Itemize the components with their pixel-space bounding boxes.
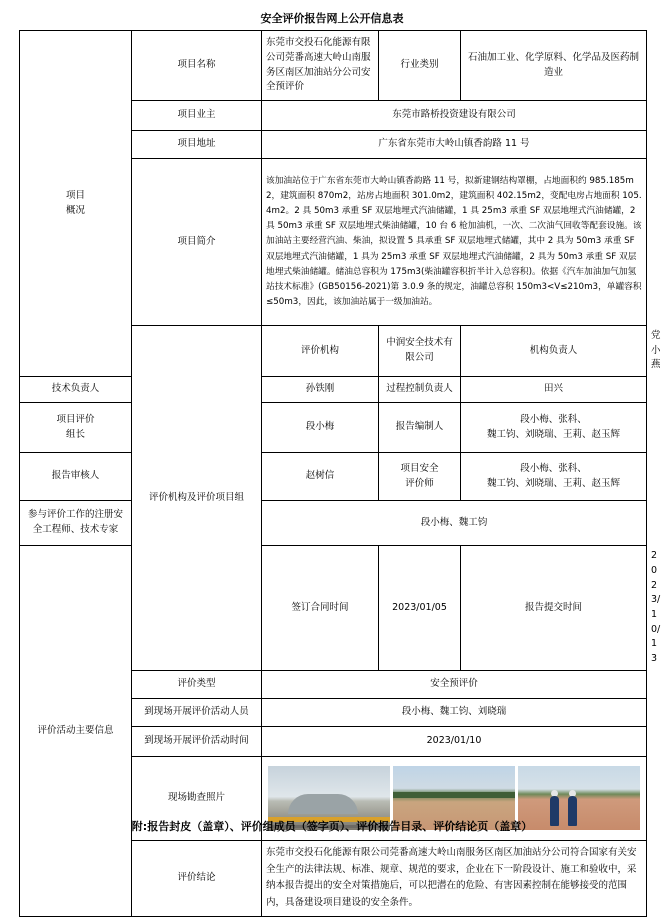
agency-label: 评价机构 — [262, 326, 379, 377]
conclusion-label: 评价结论 — [132, 840, 262, 916]
onsite-date-value: 2023/01/10 — [262, 726, 647, 756]
address-label: 项目地址 — [132, 131, 262, 159]
report-writers-label: 报告编制人 — [379, 403, 461, 453]
contract-date-value: 2023/01/05 — [379, 546, 461, 671]
safety-evaluators-value: 段小梅、张科、 魏工钧、刘晓瑞、王莉、赵玉辉 — [461, 453, 647, 501]
page-title: 安全评价报告网上公开信息表 — [260, 12, 404, 25]
reviewer-value: 赵树信 — [262, 453, 379, 501]
onsite-date-label: 到现场开展评价活动时间 — [132, 726, 262, 756]
agency-head-label: 机构负责人 — [461, 326, 647, 377]
onsite-staff-value: 段小梅、魏工钧、刘晓瑞 — [262, 698, 647, 726]
industry-value: 石油加工业、化学原料、化学品及医药制造业 — [461, 31, 647, 101]
contract-date-label: 签订合同时间 — [262, 546, 379, 671]
process-head-label: 过程控制负责人 — [379, 377, 461, 403]
owner-label: 项目业主 — [132, 101, 262, 131]
agency-value: 中润安全技术有限公司 — [379, 326, 461, 377]
site-photos-label: 现场勘查照片 — [132, 756, 262, 840]
eval-type-value: 安全预评价 — [262, 670, 647, 698]
project-name-value: 东莞市交投石化能源有限公司莞番高速大岭山南服务区南区加油站分公司安全预评价 — [262, 31, 379, 101]
attachment-note: 附:报告封皮（盖章）、评价组成员（签字页）、评价报告目录、评价结论页（盖章） — [131, 820, 533, 833]
submit-date-label: 报告提交时间 — [461, 546, 647, 671]
activity-section-label: 评价活动主要信息 — [20, 546, 132, 917]
team-leader-value: 段小梅 — [262, 403, 379, 453]
intro-value: 该加油站位于广东省东莞市大岭山镇香韵路 11 号，拟新建钢结构罩棚，占地面积约 985.185m2，建筑面积 870m2，站房占地面积 301.0m2，建筑面积 402.15m2，变配电房占地面积 105.4m2。2 具 50m3 承重 SF 双层地埋式汽油储罐，1 具 25m3 承重 SF 双层地埋式汽油储罐，2 具 50m3 承重 SF 双层地埋式柴油储罐，10 台 6 枪加油机，一次、二次油气回收等配套设施。该加油站主要经营汽油、柴油，拟设置 5 具承重 SF 双层地埋式储罐，其中 2 具为 50m3 承重 SF 双层地埋式汽油储罐，1 具为 25m3 承重 SF 双层地埋式汽油储罐，2 具为 50m3 承重 SF 双层地埋式柴油储罐。储油总容积为 175m3(柴油罐容积折半计入总容积)。依据《汽车加油加气加氢站技术标准》(GB50156-2021)第 3.0.9 条的规定，油罐总容积 150m3<V≤210m3，单罐容积≤50m3，因此，该加油站属于一级加油站。 — [262, 159, 647, 326]
onsite-staff-label: 到现场开展评价活动人员 — [132, 698, 262, 726]
engineers-value: 段小梅、魏工钧 — [262, 501, 647, 546]
org-section-label: 评价机构及评价项目组 — [132, 326, 262, 671]
owner-value: 东莞市路桥投资建设有限公司 — [262, 101, 647, 131]
eval-type-label: 评价类型 — [132, 670, 262, 698]
report-table: 项目 概况 项目名称 东莞市交投石化能源有限公司莞番高速大岭山南服务区南区加油站分公司安全预评价 行业类别 石油加工业、化学原料、化学品及医药制造业 项目业主 东莞市路桥投资建设有限公司 项目地址 广东省东莞市大岭山镇香韵路 11 号 项目简介 该加油站位于广东省东莞市大岭山镇香韵路 11 号，拟新建钢结构罩棚，占地面积约 985.185m2，建筑面积 870m2，站房占地面积 301.0m2，建筑面积 402.15m2，变配电房占地面积 105.4m2。2 具 50m3 承重 SF 双层地埋式汽油储罐，1 具 25m3 承重 SF 双层地埋式汽油储罐，2 具 50m3 承重 SF 双层地埋式柴油储罐，10 台 6 枪加油机，一次、二次油气回收等配套设施。该加油站主要经营汽油、柴油，拟设置 5 具承重 SF 双层地埋式储罐，其中 2 具为 50m3 承重 SF 双层地埋式汽油储罐，1 具为 25m3 承重 SF 双层地埋式汽油储罐，2 具为 50m3 承重 SF 双层地埋式柴油储罐。储油总容积为 175m3(柴油罐容积折半计入总容积)。依据《汽车加油加气加氢站技术标准》(GB50156-2021)第 3.0.9 条的规定，油罐总容积 150m3<V≤210m3，单罐容积≤50m3，因此，该加油站属于一级加油站。 评价机构及评价项目组 评价机构 中润安全技术有限公司 机构负责人 党小燕 技术负责人 孙铁刚 过程控制负责人 田兴 项目评价 组长 段小梅 报告编制人 段小梅、张科、 魏工钧、刘晓瑞、王莉、赵玉辉 报告审核人 赵树信 项目安全 评价师 段小梅、张科、 魏工钧、刘晓瑞、王莉、赵玉辉 参与评价工作的注册安全工程师、技术专家 段小梅、魏工钧 评价活动主要信息 签订合同时间 2023/01/05 报告提交时间 2023/10/13 评价类型 安全预评价 到现场开展评价活动人员 段小梅、魏工钧、刘晓瑞 到现场开展评价活动时间 2023/01/10 现场勘查照片 评价结论 东莞市交投石化能源有限公司莞番高速大岭山南服务区南区加油站分公司符合国家有关安全生产的法律法规、标准、规章、规范的要求，企业在下一阶段设计、施工和验收中，采纳本报告提出的安全对策措施后，可以把潜在的危险、有害因素控制在能够接受的范围内，具备建设项目建设的安全条件。 — [19, 30, 647, 917]
tech-head-label: 技术负责人 — [20, 377, 132, 403]
report-writers-value: 段小梅、张科、 魏工钧、刘晓瑞、王莉、赵玉辉 — [461, 403, 647, 453]
intro-label: 项目简介 — [132, 159, 262, 326]
industry-label: 行业类别 — [379, 31, 461, 101]
overview-section-label: 项目 概况 — [20, 31, 132, 377]
reviewer-label: 报告审核人 — [20, 453, 132, 501]
project-name-label: 项目名称 — [132, 31, 262, 101]
safety-evaluators-label: 项目安全 评价师 — [379, 453, 461, 501]
process-head-value: 田兴 — [461, 377, 647, 403]
conclusion-value: 东莞市交投石化能源有限公司莞番高速大岭山南服务区南区加油站分公司符合国家有关安全生产的法律法规、标准、规章、规范的要求，企业在下一阶段设计、施工和验收中，采纳本报告提出的安全对策措施后，可以把潜在的危险、有害因素控制在能够接受的范围内，具备建设项目建设的安全条件。 — [262, 840, 647, 916]
tech-head-value: 孙铁刚 — [262, 377, 379, 403]
team-leader-label: 项目评价 组长 — [20, 403, 132, 453]
engineers-label: 参与评价工作的注册安全工程师、技术专家 — [20, 501, 132, 546]
address-value: 广东省东莞市大岭山镇香韵路 11 号 — [262, 131, 647, 159]
